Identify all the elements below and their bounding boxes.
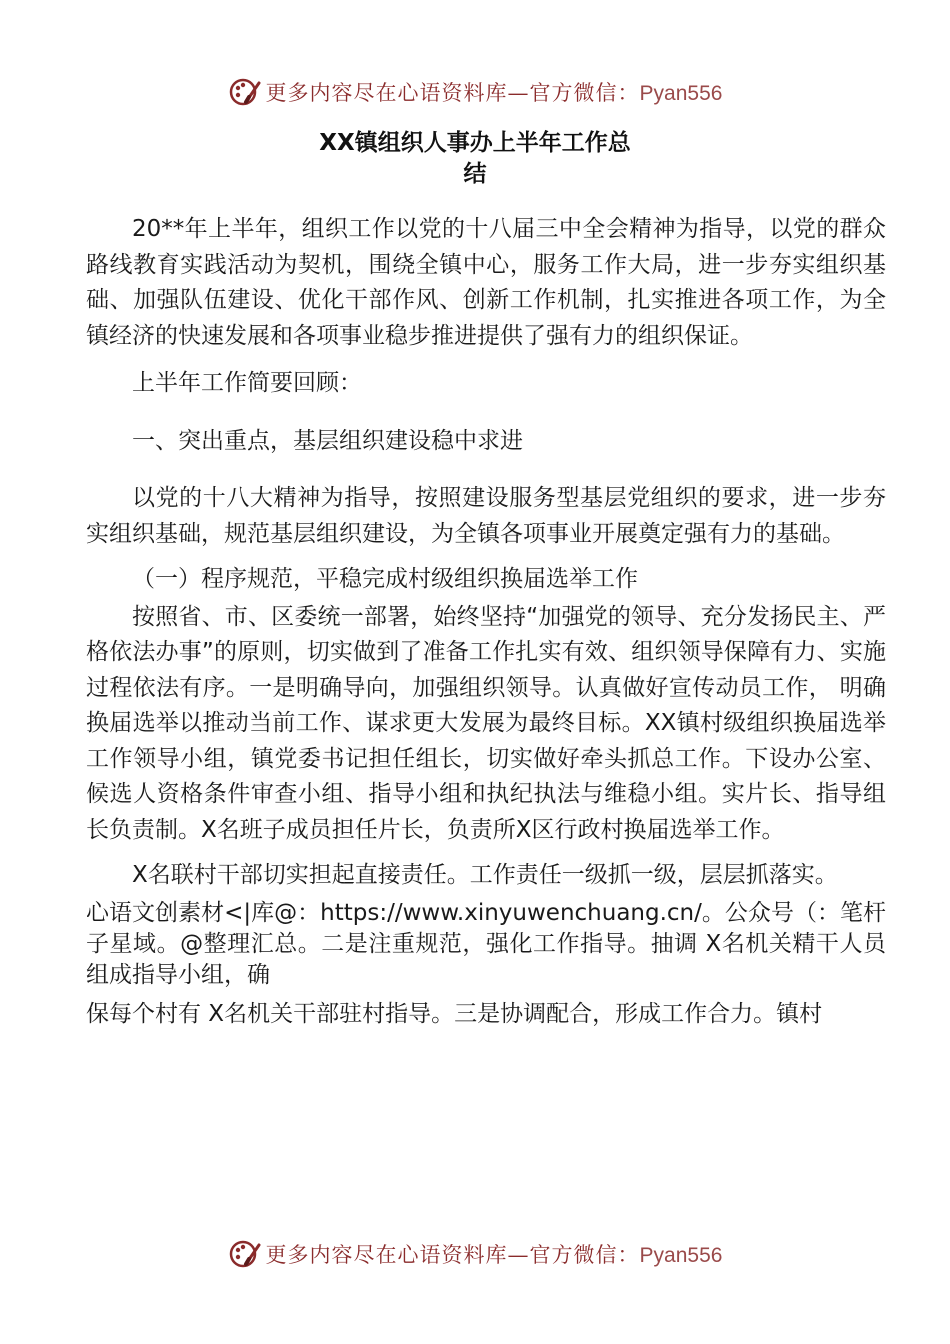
watermark-banner-top xyxy=(0,70,950,114)
watermark-label: 更多内容尽在心语资料库—官方微信： xyxy=(265,81,640,105)
intro-paragraph: 20**年上半年，组织工作以党的十八届三中全会精神为指导，以党的群众路线教育实践活动为契机，围绕全镇中心，服务工作大局，进一步夯实组织基础、加强队伍建设、优化干部作风、创新工作机制，扎实推进各项工作，为全镇经济的快速发展和各项事业稳步推进提供了强有力的组织保证。 xyxy=(86,216,886,349)
document-body xyxy=(86,212,886,1032)
watermark-text xyxy=(266,1239,723,1269)
document-title xyxy=(0,128,950,190)
watermark-wechat-id: Pyan556 xyxy=(639,1244,723,1267)
watermark-label: 更多内容尽在心语资料库—官方微信： xyxy=(265,1243,640,1267)
title-line-2: 结 xyxy=(463,161,487,187)
subsection-paragraph: 按照省、市、区委统一部署，始终坚持“加强党的领导、充分发扬民主、严格依法办事”的原则，切实做到了准备工作扎实有效、组织领导保障有力、实施过程依法有序。一是明确导向，加强组织领导。认真做好宣传动员工作， 明确换届选举以推动当前工作、谋求更大发展为最终目标。XX镇村级组织换届选举工作领导小组，镇党委书记担任组长，切实做好牵头抓总工作。下设办公室、候选人资格条件审查小组、指导小组和执纪执法与维稳小组。实片长、指导组长负责制。X名班子成员担任片长，负责所X区行政村换届选举工作。 xyxy=(86,603,886,843)
section-heading: 一、突出重点，基层组织建设稳中求进 xyxy=(132,427,523,454)
title-line-1: XX镇组织人事办上半年工作总 xyxy=(319,130,631,156)
watermark-wechat-id: Pyan556 xyxy=(639,82,723,105)
review-heading: 上半年工作简要回顾： xyxy=(132,370,362,396)
section-paragraph: 以党的十八大精神为指导，按照建设服务型基层党组织的要求，进一步夯实组织基础，规范基层组织建设，为全镇各项事业开展奠定强有力的基础。 xyxy=(86,485,886,547)
palette-logo-icon xyxy=(228,1237,262,1271)
last-paragraph: 保每个村有 X名机关干部驻村指导。三是协调配合，形成工作合力。镇村 xyxy=(86,1000,823,1027)
subsection-heading: （一）程序规范，平稳完成村级组织换届选举工作 xyxy=(132,566,638,592)
source-paragraph: 心语文创素材<|库@：https://www.xinyuwenchuang.cn/。公众号（：笔杆子星域。@整理汇总。二是注重规范，强化工作指导。抽调 X名机关精干人员组成指导小组，确 xyxy=(86,899,886,988)
palette-logo-icon xyxy=(228,75,262,109)
watermark-text xyxy=(266,77,723,107)
watermark-banner-bottom xyxy=(0,1232,950,1276)
cadres-paragraph: X名联村干部切实担起直接责任。工作责任一级抓一级，层层抓落实。 xyxy=(132,862,838,888)
